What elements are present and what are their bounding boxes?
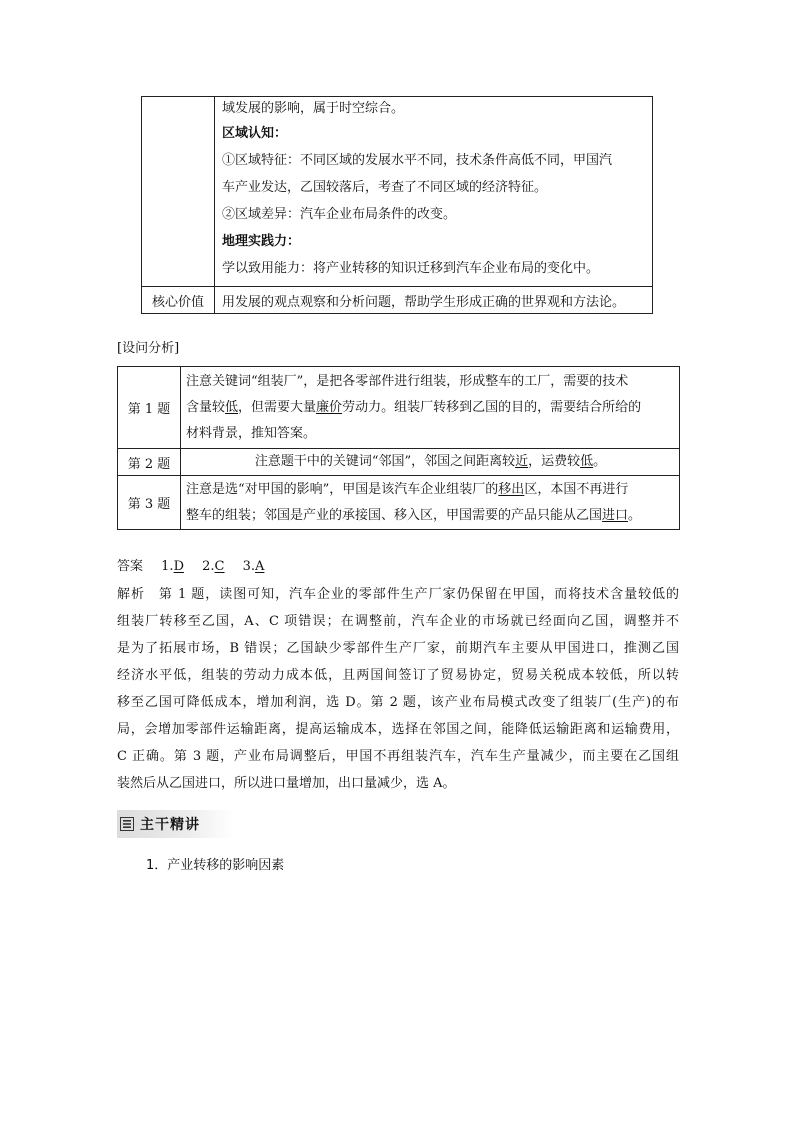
text-segment: 整车的组装；邻国是产业的承接国、移入区，甲国需要的产品只能从乙国 <box>186 507 603 523</box>
text-line: ②区域差异：汽车企业布局条件的改变。 <box>222 207 457 222</box>
underlined-keyword: 移出 <box>498 481 525 497</box>
table-row <box>142 287 653 314</box>
text-line: 经济水平低，组装的劳动力成本低，且两国间签订了贸易协定，贸易关税成本较低，所以转 <box>117 668 679 683</box>
underlined-keyword: 低 <box>225 399 239 415</box>
text-line <box>186 369 675 395</box>
text-line: 移至乙国可降低成本，增加利润，选 D。第 2 题，该产业布局模式改变了组装厂(生产)的布 <box>117 695 679 710</box>
answer-label: 答案 <box>117 559 144 574</box>
underlined-keyword: 近 <box>515 454 529 469</box>
text-line: 组装厂转移至乙国，A、C 项错误；在调整前，汽车企业的市场就已经面向乙国，调整并不 <box>117 614 679 629</box>
text-segment: 区，本国不再进行 <box>524 481 629 497</box>
text-line <box>186 477 675 503</box>
answer-item <box>202 559 224 574</box>
core-literacy-table <box>141 96 653 314</box>
text-segment: 含量较 <box>186 399 226 415</box>
underlined-keyword: 低 <box>580 454 594 469</box>
table1-row1-key <box>142 97 215 287</box>
text-line: 装然后从乙国进口，所以进口量增加，出口量减少，选 A。 <box>117 776 456 791</box>
table-row <box>142 97 653 287</box>
section-title: 主干精讲 <box>140 817 200 833</box>
text-segment: ，运费较 <box>528 454 581 469</box>
analysis-paragraph <box>117 581 679 797</box>
question-analysis-table <box>117 366 680 530</box>
text-line <box>186 503 675 529</box>
text-line: 局，会增加零部件运输距离，提高运输成本，选择在邻国之间，能降低运输距离和运输费用， <box>117 722 679 737</box>
text-segment: 材料背景，推知答案。 <box>186 425 317 441</box>
answer-num: 3. <box>242 559 256 574</box>
text-segment: 。 <box>593 454 607 469</box>
table-row <box>118 367 680 449</box>
answer-num: 2. <box>202 559 215 574</box>
question-number-cell: 第 3 题 <box>118 476 181 530</box>
question-analysis-cell <box>181 476 680 530</box>
answer-num: 1. <box>161 559 174 574</box>
text-line <box>186 449 675 475</box>
text-line: 学以致用能力：将产业转移的知识迁移到汽车企业布局的变化中。 <box>222 261 600 276</box>
text-line: 域发展的影响，属于时空综合。 <box>222 101 405 116</box>
table1-row1-value <box>215 97 653 287</box>
text-segment: 。 <box>628 507 642 523</box>
answer-item <box>243 559 265 574</box>
question-analysis-cell <box>181 367 680 449</box>
answer-line <box>117 557 264 577</box>
subheading: 1．产业转移的影响因素 <box>146 858 285 873</box>
question-number-cell: 第 2 题 <box>118 449 181 476</box>
text-line: 解析 第 1 题，读图可知，汽车企业的零部件生产厂家仍保留在甲国，而将技术含量较低的 <box>117 587 679 602</box>
table-row <box>118 476 680 530</box>
text-line: 地理实践力： <box>222 234 301 249</box>
text-segment: 注意是选“对甲国的影响”，甲国是该汽车企业组装厂的 <box>186 481 499 497</box>
question-analysis-label: [设问分析] <box>117 341 180 356</box>
underlined-keyword: 廉价 <box>316 399 343 415</box>
answer-item <box>161 559 184 574</box>
section-marker-icon <box>120 817 134 831</box>
text-line: 是为了拓展市场，B 错误；乙国缺少零部件生产厂家，前期汽车主要从甲国进口，推测乙国 <box>117 641 679 656</box>
table-row <box>118 449 680 476</box>
text-line: ①区域特征：不同区域的发展水平不同，技术条件高低不同，甲国汽 <box>222 153 613 168</box>
question-analysis-cell <box>181 449 680 476</box>
text-line: C 正确。第 3 题，产业布局调整后，甲国不再组装汽车，汽车生产量减少，而主要在乙国组 <box>117 749 679 764</box>
text-segment: 注意关键词“组装厂”，是把各零部件进行组装，形成整车的工厂，需要的技术 <box>186 373 629 389</box>
answer-letter: A <box>255 559 265 574</box>
answer-letter: D <box>173 559 184 574</box>
text-segment: ，但需要大量 <box>238 399 317 415</box>
text-line: 区域认知： <box>222 126 288 141</box>
text-line <box>186 421 675 447</box>
text-segment: 注意题干中的关键词“邻国”，邻国之间距离较 <box>254 454 516 469</box>
table1-row2-value: 用发展的观点观察和分析问题，帮助学生形成正确的世界观和方法论。 <box>215 287 653 314</box>
text-line <box>186 395 675 421</box>
underlined-keyword: 进口 <box>602 507 629 523</box>
text-line: 车产业发达，乙国较落后，考查了不同区域的经济特征。 <box>222 180 548 195</box>
question-number-cell: 第 1 题 <box>118 367 181 449</box>
table1-row2-key: 核心价值 <box>142 287 215 314</box>
text-segment: 劳动力。组装厂转移到乙国的目的，需要结合所给的 <box>342 399 642 415</box>
answer-letter: C <box>214 559 225 574</box>
section-header <box>117 810 233 838</box>
